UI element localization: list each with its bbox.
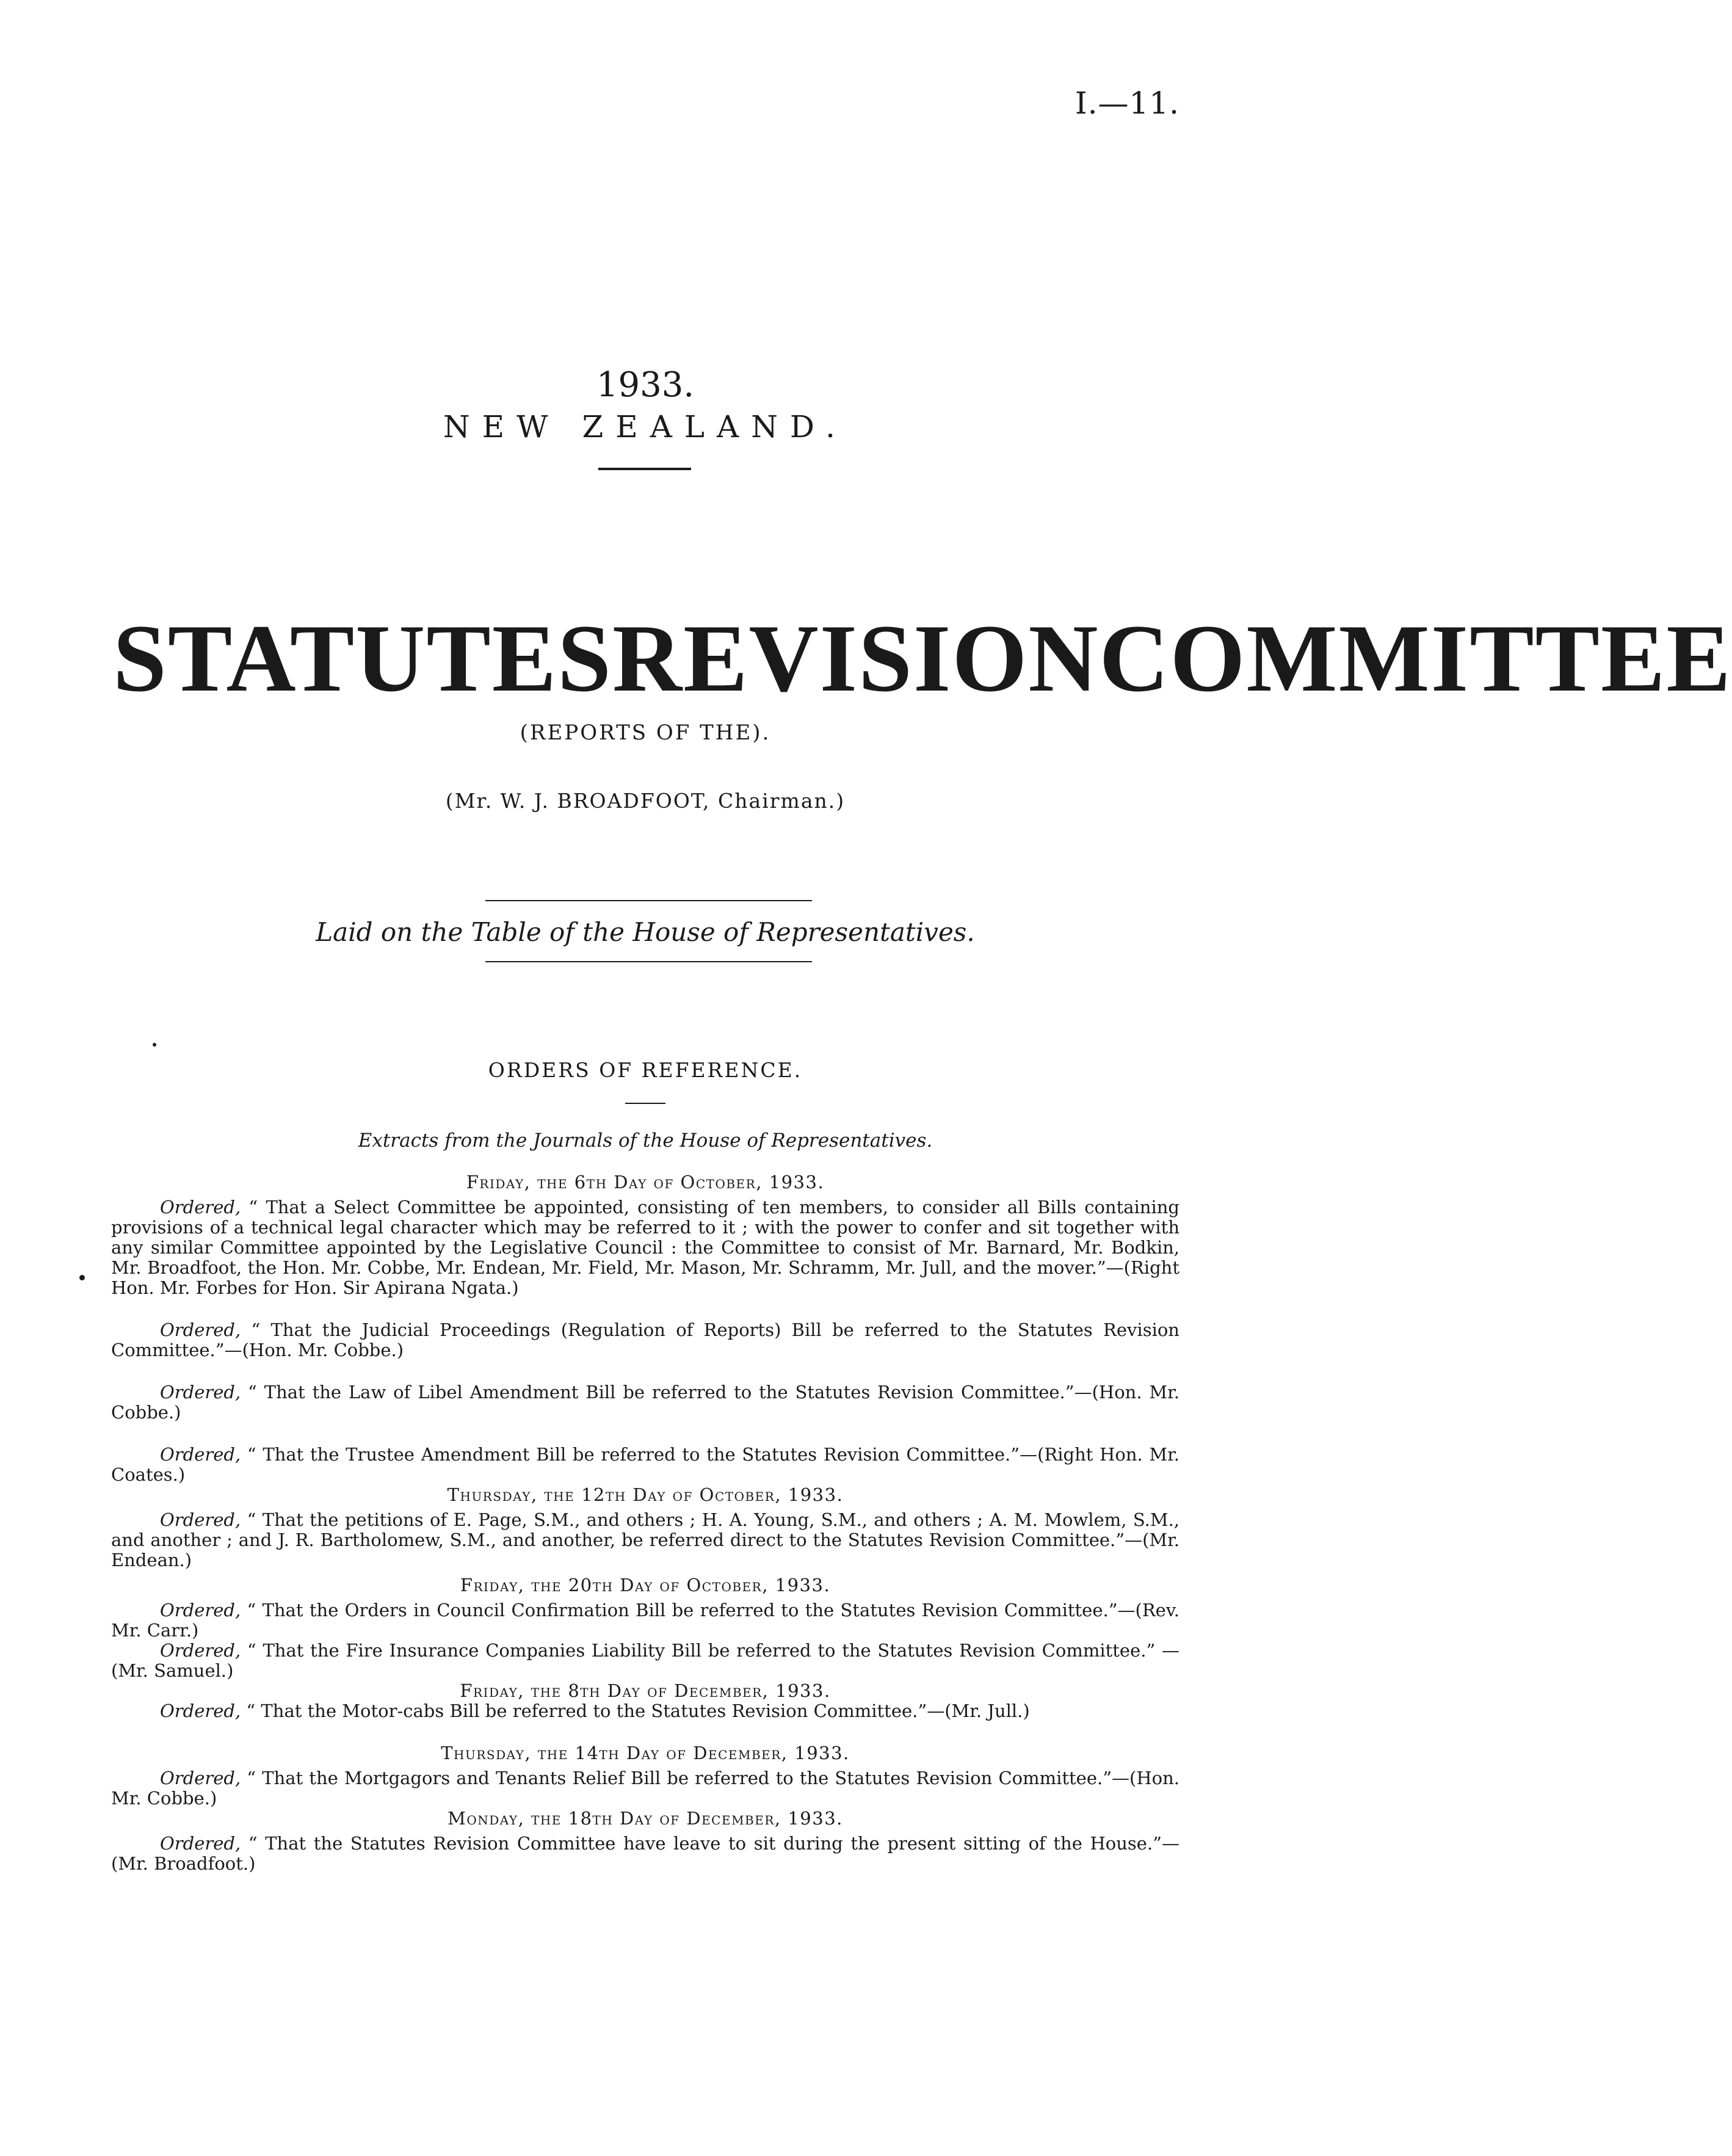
chairman-line: (Mr. W. J. BROADFOOT, Chairman.) bbox=[445, 789, 846, 813]
ordered-label: Ordered, bbox=[160, 1444, 241, 1465]
orders-body bbox=[111, 1172, 1179, 1874]
order-text: “ That the Mortgagors and Tenants Relief Bill be referred to the Statutes Revision Committee.”—(Hon. Mr. Cobbe.) bbox=[111, 1768, 1180, 1809]
ordered-label: Ordered, bbox=[160, 1600, 241, 1621]
document-subtitle: (REPORTS OF THE). bbox=[520, 720, 771, 745]
laid-statement: Laid on the Table of the House of Representatives. bbox=[316, 917, 975, 947]
title-word: STATUTES bbox=[113, 605, 613, 712]
order-text: “ That the Fire Insurance Companies Liability Bill be referred to the Statutes Revision Committee.” —(Mr. Samuel.) bbox=[111, 1640, 1180, 1681]
order-text: “ That the Trustee Amendment Bill be referred to the Statutes Revision Committee.”—(Right Hon. Mr. Coates.) bbox=[111, 1444, 1180, 1485]
scan-speck bbox=[153, 1043, 156, 1047]
ordered-label: Ordered, bbox=[160, 1509, 241, 1530]
title-word: COMMITTEE bbox=[1099, 605, 1732, 712]
ordered-label: Ordered, bbox=[160, 1319, 241, 1340]
header-rule bbox=[598, 468, 691, 470]
document-title bbox=[113, 605, 1732, 712]
orders-rule bbox=[625, 1103, 665, 1104]
order-text: “ That the Motor-cabs Bill be referred to the Statutes Revision Committee.”—(Mr. Jull.) bbox=[246, 1700, 1030, 1721]
date-heading: Thursday, the 12th Day of October, 1933. bbox=[447, 1484, 844, 1505]
date-heading: Monday, the 18th Day of December, 1933. bbox=[447, 1808, 843, 1829]
date-heading: Friday, the 20th Day of October, 1933. bbox=[460, 1575, 831, 1595]
order-text: “ That the Statutes Revision Committee have leave to sit during the present sitting of the House.”—(Mr. Broadfoot.) bbox=[111, 1833, 1179, 1874]
order-entry bbox=[111, 1768, 1179, 1809]
scan-speck bbox=[79, 1275, 85, 1280]
ordered-label: Ordered, bbox=[160, 1768, 241, 1788]
order-entry bbox=[111, 1641, 1179, 1681]
order-text: “ That the Orders in Council Confirmation Bill be referred to the Statutes Revision Committee.”—(Rev. Mr. Carr.) bbox=[111, 1600, 1180, 1641]
date-heading: Thursday, the 14th Day of December, 1933. bbox=[441, 1743, 850, 1763]
laid-rule-top bbox=[485, 900, 812, 901]
document-reference: I.—11. bbox=[1074, 85, 1179, 121]
order-entry bbox=[111, 1382, 1179, 1423]
year: 1933. bbox=[596, 365, 695, 405]
title-word: REVISION bbox=[612, 605, 1100, 712]
order-entry bbox=[111, 1834, 1179, 1874]
order-entry bbox=[111, 1197, 1179, 1298]
date-heading: Friday, the 6th Day of October, 1933. bbox=[466, 1172, 825, 1192]
date-heading: Friday, the 8th Day of December, 1933. bbox=[460, 1680, 831, 1701]
ordered-label: Ordered, bbox=[160, 1197, 241, 1218]
ordered-label: Ordered, bbox=[160, 1833, 241, 1854]
ordered-label: Ordered, bbox=[160, 1382, 241, 1403]
ordered-label: Ordered, bbox=[160, 1640, 241, 1661]
laid-rule-bottom bbox=[485, 961, 812, 962]
orders-heading: ORDERS OF REFERENCE. bbox=[488, 1058, 803, 1082]
ordered-label: Ordered, bbox=[160, 1700, 241, 1721]
order-entry bbox=[111, 1445, 1179, 1485]
order-entry bbox=[111, 1701, 1179, 1721]
country: NEW ZEALAND. bbox=[443, 409, 848, 445]
order-text: “ That the petitions of E. Page, S.M., and others ; H. A. Young, S.M., and others ; A. M. Mowlem, S.M., and another ; and J. R. Bartholomew, S.M., and another, be referred direct to the Statutes Revision Committee.”—(Mr. Endean.) bbox=[111, 1509, 1180, 1570]
order-entry bbox=[111, 1320, 1179, 1360]
order-entry bbox=[111, 1600, 1179, 1641]
order-text: “ That a Select Committee be appointed, consisting of ten members, to consider all Bills containing provisions of a technical legal character which may be referred to it ; with the power to confer and sit together with any similar Committee appointed by the Legislative Council : the Committee to consist of Mr. Barnard, Mr. Bodkin, Mr. Broadfoot, the Hon. Mr. Cobbe, Mr. Endean, Mr. Field, Mr. Mason, Mr. Schramm, Mr. Jull, and the mover.”—(Right Hon. Mr. Forbes for Hon. Sir Apirana Ngata.) bbox=[111, 1197, 1179, 1298]
order-entry bbox=[111, 1510, 1179, 1570]
order-text: “ That the Judicial Proceedings (Regulation of Reports) Bill be referred to the Statutes Revision Committee.”—(Hon. Mr. Cobbe.) bbox=[111, 1319, 1179, 1360]
order-text: “ That the Law of Libel Amendment Bill be referred to the Statutes Revision Committee.”—(Hon. Mr. Cobbe.) bbox=[111, 1382, 1180, 1423]
extracts-line: Extracts from the Journals of the House of Representatives. bbox=[358, 1130, 933, 1152]
